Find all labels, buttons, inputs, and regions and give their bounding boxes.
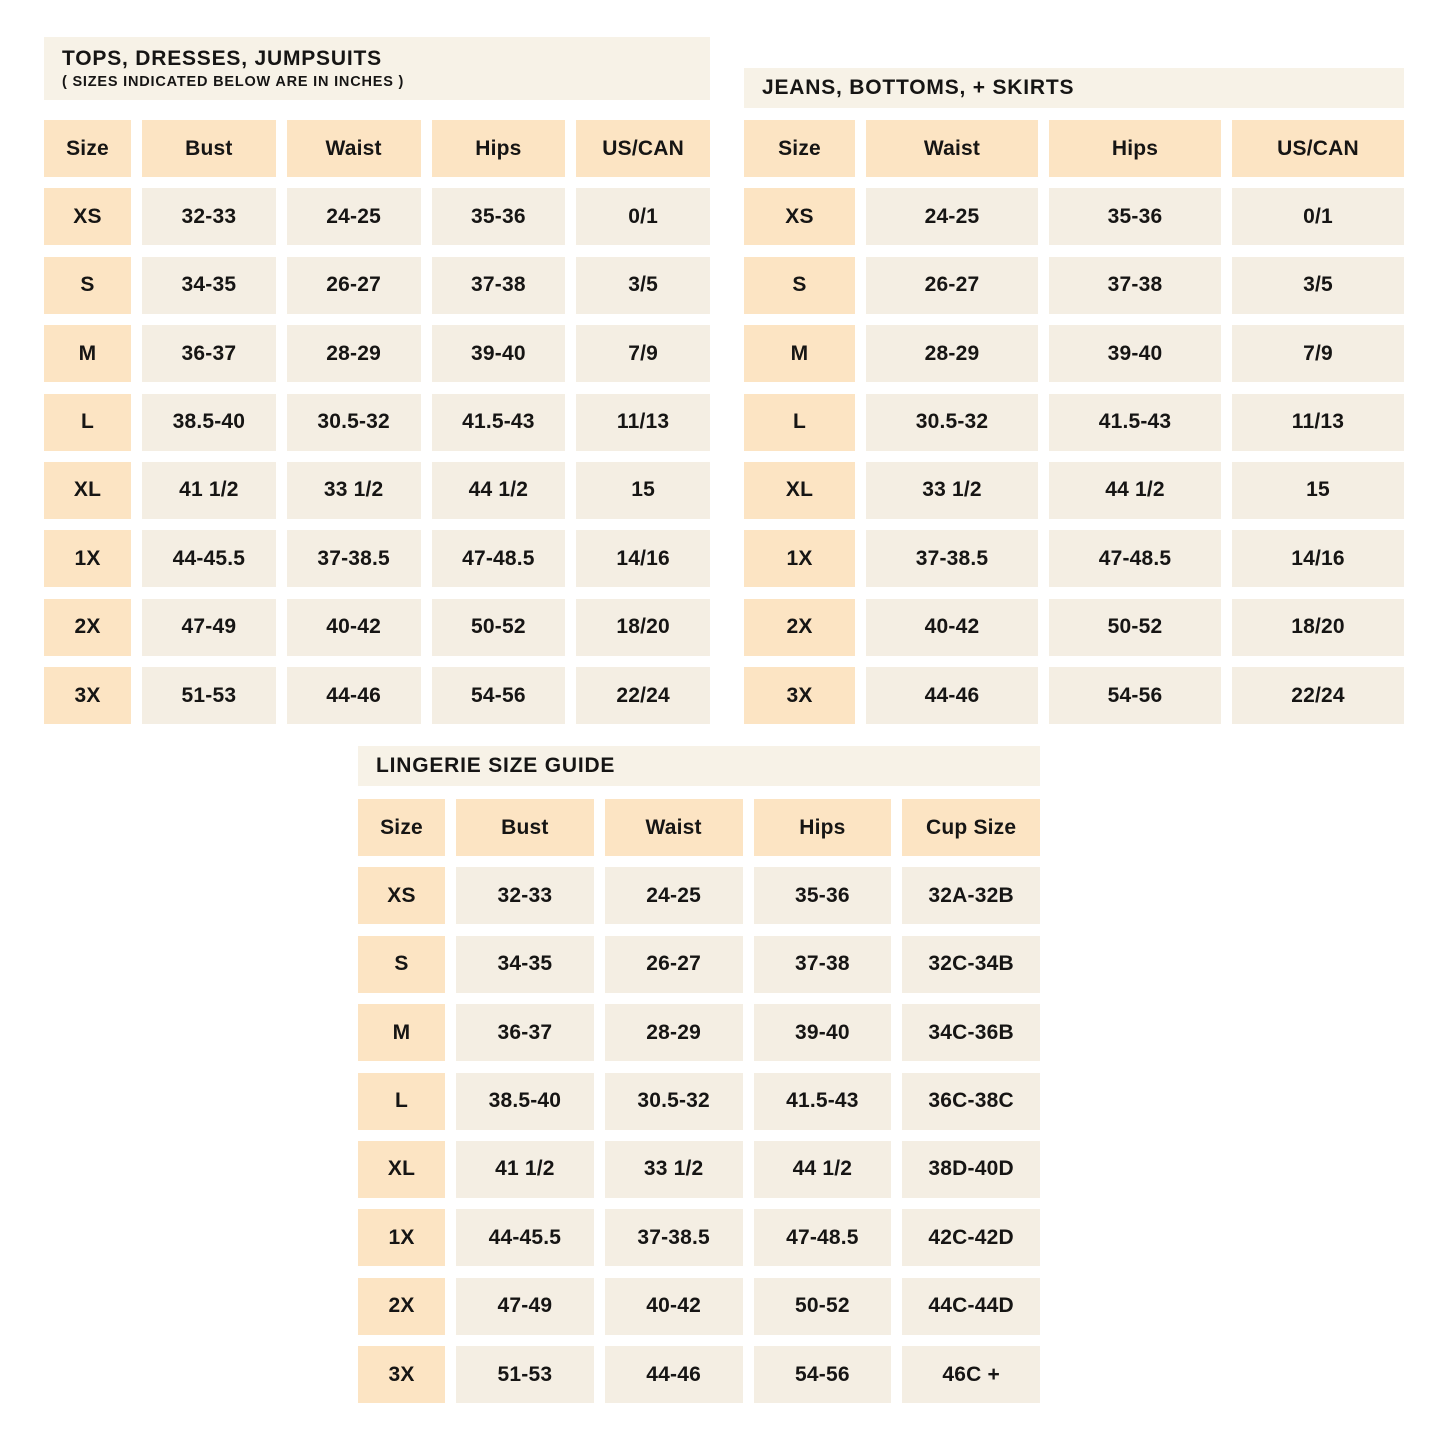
measurement-value-cell: 3/5 <box>576 257 710 314</box>
table-title: JEANS, BOTTOMS, + SKIRTS <box>762 76 1075 99</box>
measurement-value-cell: 47-48.5 <box>754 1209 892 1266</box>
measurement-value-cell: 54-56 <box>432 667 566 724</box>
measurement-value-cell: 28-29 <box>866 325 1038 382</box>
measurement-value-cell: 32C-34B <box>902 936 1040 993</box>
table-title: LINGERIE SIZE GUIDE <box>376 754 616 777</box>
measurement-value-cell: 44-46 <box>866 667 1038 724</box>
measurement-value-cell: 34C-36B <box>902 1004 1040 1061</box>
table-title-band <box>744 68 1404 108</box>
measurement-value-cell: 33 1/2 <box>866 462 1038 519</box>
column-header-cell: Hips <box>1049 120 1221 177</box>
measurement-value-cell: 44 1/2 <box>1049 462 1221 519</box>
measurement-value-cell: 28-29 <box>605 1004 743 1061</box>
measurement-value-cell: 37-38.5 <box>605 1209 743 1266</box>
measurement-value-cell: 3/5 <box>1232 257 1404 314</box>
measurement-value-cell: 24-25 <box>605 867 743 924</box>
measurement-value-cell: 15 <box>1232 462 1404 519</box>
measurement-value-cell: 30.5-32 <box>866 394 1038 451</box>
column-header-cell: Bust <box>142 120 276 177</box>
size-grid <box>744 120 1404 724</box>
size-label-cell: XS <box>44 188 131 245</box>
measurement-value-cell: 44-45.5 <box>456 1209 594 1266</box>
size-label-cell: 1X <box>358 1209 445 1266</box>
size-label-cell: 3X <box>44 667 131 724</box>
measurement-value-cell: 47-49 <box>456 1278 594 1335</box>
measurement-value-cell: 47-49 <box>142 599 276 656</box>
measurement-value-cell: 28-29 <box>287 325 421 382</box>
measurement-value-cell: 11/13 <box>1232 394 1404 451</box>
measurement-value-cell: 47-48.5 <box>432 530 566 587</box>
measurement-value-cell: 44 1/2 <box>754 1141 892 1198</box>
measurement-value-cell: 42C-42D <box>902 1209 1040 1266</box>
measurement-value-cell: 35-36 <box>432 188 566 245</box>
size-label-cell: S <box>358 936 445 993</box>
size-label-cell: S <box>44 257 131 314</box>
measurement-value-cell: 37-38 <box>432 257 566 314</box>
measurement-value-cell: 54-56 <box>1049 667 1221 724</box>
table-title-band <box>44 37 710 100</box>
measurement-value-cell: 0/1 <box>576 188 710 245</box>
measurement-value-cell: 32-33 <box>142 188 276 245</box>
measurement-value-cell: 44C-44D <box>902 1278 1040 1335</box>
measurement-value-cell: 32-33 <box>456 867 594 924</box>
size-label-cell: 2X <box>44 599 131 656</box>
measurement-value-cell: 41 1/2 <box>142 462 276 519</box>
column-header-cell: Waist <box>287 120 421 177</box>
measurement-value-cell: 7/9 <box>1232 325 1404 382</box>
measurement-value-cell: 36-37 <box>142 325 276 382</box>
measurement-value-cell: 54-56 <box>754 1346 892 1403</box>
measurement-value-cell: 50-52 <box>754 1278 892 1335</box>
measurement-value-cell: 11/13 <box>576 394 710 451</box>
size-label-cell: 1X <box>44 530 131 587</box>
measurement-value-cell: 14/16 <box>1232 530 1404 587</box>
column-header-cell: Size <box>44 120 131 177</box>
measurement-value-cell: 24-25 <box>287 188 421 245</box>
measurement-value-cell: 30.5-32 <box>605 1073 743 1130</box>
size-label-cell: XL <box>744 462 855 519</box>
measurement-value-cell: 41.5-43 <box>1049 394 1221 451</box>
measurement-value-cell: 34-35 <box>456 936 594 993</box>
measurement-value-cell: 41.5-43 <box>754 1073 892 1130</box>
measurement-value-cell: 47-48.5 <box>1049 530 1221 587</box>
measurement-value-cell: 44-46 <box>605 1346 743 1403</box>
column-header-cell: Size <box>358 799 445 856</box>
measurement-value-cell: 37-38.5 <box>287 530 421 587</box>
size-label-cell: XS <box>744 188 855 245</box>
measurement-value-cell: 37-38 <box>754 936 892 993</box>
measurement-value-cell: 39-40 <box>1049 325 1221 382</box>
measurement-value-cell: 30.5-32 <box>287 394 421 451</box>
table-title: TOPS, DRESSES, JUMPSUITS <box>62 47 382 70</box>
measurement-value-cell: 38.5-40 <box>142 394 276 451</box>
jeans-bottoms-skirts-size-table <box>744 68 1404 724</box>
measurement-value-cell: 38.5-40 <box>456 1073 594 1130</box>
column-header-cell: Hips <box>432 120 566 177</box>
size-label-cell: S <box>744 257 855 314</box>
measurement-value-cell: 50-52 <box>432 599 566 656</box>
column-header-cell: Cup Size <box>902 799 1040 856</box>
table-title-band <box>358 746 1040 786</box>
measurement-value-cell: 0/1 <box>1232 188 1404 245</box>
column-header-cell: Waist <box>605 799 743 856</box>
size-label-cell: XS <box>358 867 445 924</box>
measurement-value-cell: 39-40 <box>754 1004 892 1061</box>
measurement-value-cell: 22/24 <box>1232 667 1404 724</box>
measurement-value-cell: 35-36 <box>1049 188 1221 245</box>
column-header-cell: Waist <box>866 120 1038 177</box>
size-label-cell: L <box>44 394 131 451</box>
measurement-value-cell: 51-53 <box>142 667 276 724</box>
measurement-value-cell: 39-40 <box>432 325 566 382</box>
size-label-cell: M <box>358 1004 445 1061</box>
measurement-value-cell: 24-25 <box>866 188 1038 245</box>
measurement-value-cell: 38D-40D <box>902 1141 1040 1198</box>
size-label-cell: 3X <box>744 667 855 724</box>
table-subtitle: ( SIZES INDICATED BELOW ARE IN INCHES ) <box>62 74 405 90</box>
size-label-cell: L <box>744 394 855 451</box>
column-header-cell: US/CAN <box>1232 120 1404 177</box>
measurement-value-cell: 18/20 <box>576 599 710 656</box>
measurement-value-cell: 37-38.5 <box>866 530 1038 587</box>
measurement-value-cell: 50-52 <box>1049 599 1221 656</box>
measurement-value-cell: 41 1/2 <box>456 1141 594 1198</box>
measurement-value-cell: 14/16 <box>576 530 710 587</box>
size-label-cell: 1X <box>744 530 855 587</box>
measurement-value-cell: 44-46 <box>287 667 421 724</box>
column-header-cell: Hips <box>754 799 892 856</box>
measurement-value-cell: 35-36 <box>754 867 892 924</box>
size-label-cell: M <box>44 325 131 382</box>
measurement-value-cell: 33 1/2 <box>287 462 421 519</box>
measurement-value-cell: 44 1/2 <box>432 462 566 519</box>
measurement-value-cell: 36-37 <box>456 1004 594 1061</box>
lingerie-size-guide-table <box>358 746 1040 1403</box>
measurement-value-cell: 26-27 <box>866 257 1038 314</box>
size-label-cell: 2X <box>744 599 855 656</box>
size-grid <box>358 799 1040 1403</box>
measurement-value-cell: 33 1/2 <box>605 1141 743 1198</box>
size-label-cell: 2X <box>358 1278 445 1335</box>
size-label-cell: XL <box>358 1141 445 1198</box>
measurement-value-cell: 32A-32B <box>902 867 1040 924</box>
measurement-value-cell: 40-42 <box>605 1278 743 1335</box>
size-label-cell: M <box>744 325 855 382</box>
measurement-value-cell: 37-38 <box>1049 257 1221 314</box>
measurement-value-cell: 18/20 <box>1232 599 1404 656</box>
measurement-value-cell: 36C-38C <box>902 1073 1040 1130</box>
measurement-value-cell: 7/9 <box>576 325 710 382</box>
column-header-cell: US/CAN <box>576 120 710 177</box>
measurement-value-cell: 51-53 <box>456 1346 594 1403</box>
measurement-value-cell: 34-35 <box>142 257 276 314</box>
measurement-value-cell: 46C + <box>902 1346 1040 1403</box>
size-grid <box>44 120 710 724</box>
measurement-value-cell: 15 <box>576 462 710 519</box>
tops-dresses-jumpsuits-size-table <box>44 37 710 724</box>
size-label-cell: 3X <box>358 1346 445 1403</box>
measurement-value-cell: 26-27 <box>605 936 743 993</box>
measurement-value-cell: 44-45.5 <box>142 530 276 587</box>
measurement-value-cell: 40-42 <box>866 599 1038 656</box>
measurement-value-cell: 26-27 <box>287 257 421 314</box>
measurement-value-cell: 40-42 <box>287 599 421 656</box>
measurement-value-cell: 41.5-43 <box>432 394 566 451</box>
measurement-value-cell: 22/24 <box>576 667 710 724</box>
column-header-cell: Bust <box>456 799 594 856</box>
size-label-cell: L <box>358 1073 445 1130</box>
column-header-cell: Size <box>744 120 855 177</box>
size-label-cell: XL <box>44 462 131 519</box>
